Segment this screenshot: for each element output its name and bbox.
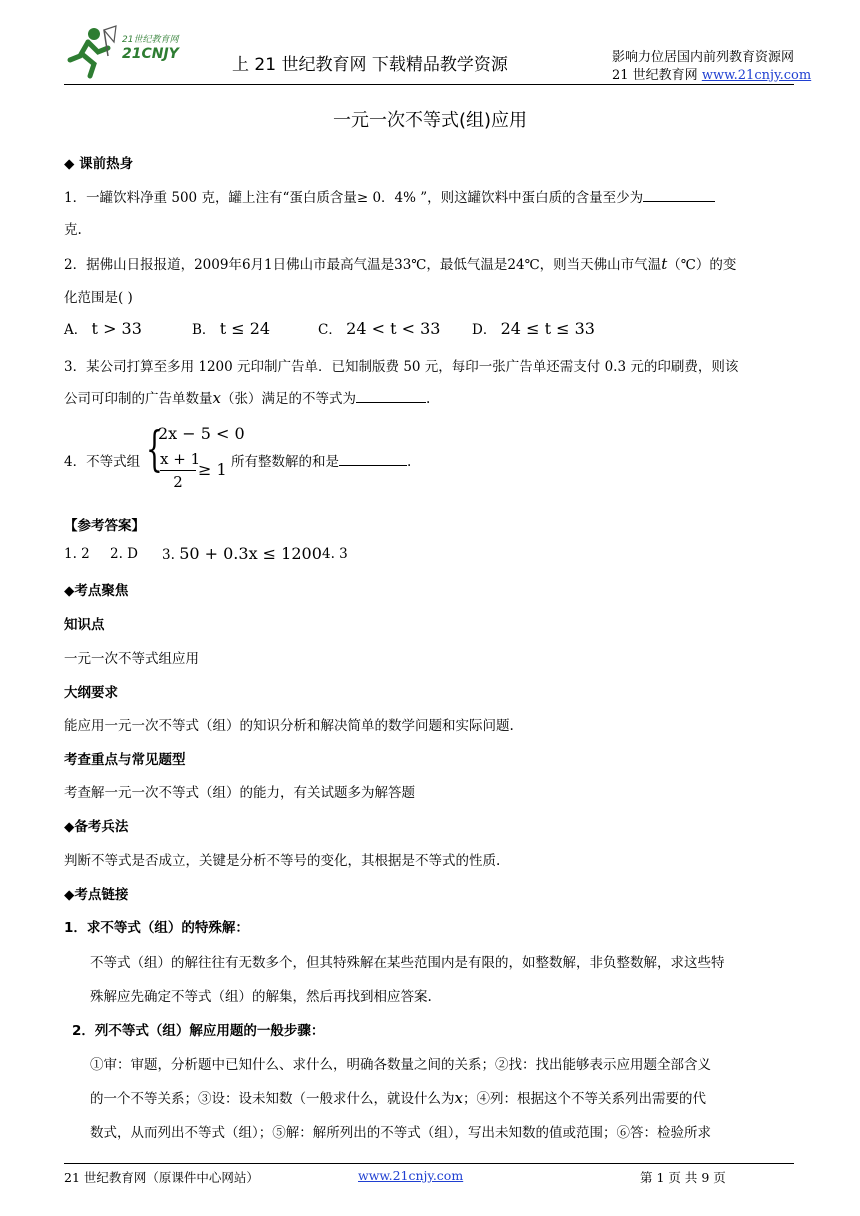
footer-link-wrap: [358, 1168, 463, 1183]
fraction-numerator: x + 1: [160, 450, 196, 471]
focus-heading: ◆考点聚焦: [64, 583, 129, 599]
knowledge-point-text: 一元一次不等式组应用: [64, 651, 199, 667]
answer-3-math: 50 + 0.3x ≤ 1200: [179, 544, 322, 563]
question-2-line-2: 化范围是( ): [64, 290, 133, 306]
steps-line-2: [90, 1087, 706, 1107]
steps-variable: x: [454, 1089, 463, 1107]
steps-heading: 2．列不等式（组）解应用题的一般步骤：: [72, 1023, 325, 1039]
site-logo: [64, 22, 204, 82]
question-3-blank: [356, 389, 426, 403]
question-3-line-1: 3．某公司打算至多用 1200 元印制广告单．已知制版费 50 元，每印一张广告单还需支付 0.3 元的印刷费，则该: [64, 359, 739, 375]
syllabus-heading: 大纲要求: [64, 685, 118, 701]
question-4-prefix: 4．不等式组: [64, 454, 141, 470]
question-4-text: 所有整数解的和是: [231, 454, 339, 470]
answer-4: 4. 3: [322, 546, 348, 562]
option-d-math: 24 ≤ t ≤ 33: [500, 319, 595, 338]
question-4-period: .: [407, 454, 412, 470]
system-brace: {: [146, 421, 163, 477]
question-3-variable: x: [212, 389, 221, 407]
question-1-text: 1．一罐饮料净重 500 克，罐上注有“蛋白质含量≥ 0．4% ”，则这罐饮料中蛋白质的含量至少为: [64, 190, 644, 206]
question-2-text-end: （℃）的变: [667, 257, 737, 273]
option-d-label: D．: [472, 322, 497, 338]
question-1-line-2: 克.: [64, 222, 82, 238]
question-2-option-c: [318, 318, 440, 338]
runner-logo-icon: [70, 26, 116, 76]
steps-line-3: 数式，从而列出不等式（组）；⑤解：解所列出的不等式（组），写出未知数的值或范围；⑥答：检验所求: [90, 1125, 711, 1141]
warmup-heading: ◆ 课前热身: [64, 156, 134, 172]
header-site-line: [612, 64, 811, 83]
logo-text-top: 21世纪教育网: [122, 35, 179, 45]
question-2-option-a: [64, 318, 142, 338]
steps-line-1: ①审：审题，分析题中已知什么、求什么，明确各数量之间的关系；②找：找出能够表示应用题全部含义: [90, 1057, 711, 1073]
footer-site-link[interactable]: www.21cnjy.com: [358, 1168, 464, 1183]
answers-heading: 【参考答案】: [64, 518, 145, 534]
header-tagline: 影响力位居国内前列教育资源网: [612, 50, 795, 65]
option-b-math: t ≤ 24: [219, 319, 271, 338]
question-3-text-end: （张）满足的不等式为: [220, 391, 356, 407]
header-site-link[interactable]: www.21cnjy.com: [701, 68, 812, 83]
steps-line-2-end: ；④列：根据这个不等关系列出需要的代: [462, 1091, 706, 1107]
links-heading: ◆考点链接: [64, 887, 129, 903]
question-3-period: .: [425, 391, 431, 407]
steps-line-2-text: 的一个不等关系；③设：设未知数（一般求什么，就设什么为: [90, 1091, 455, 1107]
footer-page-number: 第 1 页 共 9 页: [640, 1170, 726, 1185]
logo-text-bottom: 21CNJY: [122, 46, 179, 62]
question-4-relation: ≥ 1: [198, 460, 227, 479]
special-solution-line-1: 不等式（组）的解往往有无数多个，但其特殊解在某些范围内是有限的，如整数解，非负整数解，求这些特: [90, 955, 725, 971]
page-title: 一元一次不等式(组)应用: [332, 110, 528, 131]
special-solution-heading: 1．求不等式（组）的特殊解：: [64, 920, 249, 936]
question-4-suffix: [231, 450, 411, 470]
question-2-option-b: [192, 318, 270, 338]
question-2-line-1: [64, 253, 736, 273]
key-points-text: 考查解一元一次不等式（组）的能力，有关试题多为解答题: [64, 785, 415, 801]
option-a-label: A．: [64, 322, 88, 338]
header-slogan: 上 21 世纪教育网 下载精品教学资源: [232, 55, 508, 75]
method-heading: ◆备考兵法: [64, 819, 129, 835]
option-c-math: 24 < t < 33: [346, 319, 441, 338]
option-c-label: C．: [318, 322, 342, 338]
question-4-blank: [339, 452, 407, 466]
knowledge-point-heading: 知识点: [64, 617, 105, 633]
question-1-line-1: [64, 186, 715, 206]
footer-site-name: 21 世纪教育网（原课件中心网站）: [64, 1170, 259, 1185]
method-text: 判断不等式是否成立，关键是分析不等号的变化，其根据是不等式的性质.: [64, 853, 501, 869]
question-2-option-d: [472, 318, 595, 338]
answer-1: 1. 2: [64, 546, 90, 562]
footer-divider: [64, 1163, 794, 1164]
answer-3-label: 3.: [162, 547, 175, 563]
question-1-blank: [643, 188, 715, 202]
header-divider: [64, 84, 794, 85]
question-4-inequality-1: 2x − 5 < 0: [158, 424, 245, 443]
special-solution-line-2: 殊解应先确定不等式（组）的解集，然后再找到相应答案.: [90, 989, 432, 1005]
question-3-text: 公司可印制的广告单数量: [64, 391, 213, 407]
question-3-line-2: [64, 387, 430, 407]
option-a-math: t > 33: [91, 319, 142, 338]
header-site-name: 21 世纪教育网: [612, 68, 702, 83]
question-2-variable: t: [661, 255, 668, 273]
option-b-label: B．: [192, 322, 216, 338]
syllabus-text: 能应用一元一次不等式（组）的知识分析和解决简单的数学问题和实际问题.: [64, 718, 514, 734]
key-points-heading: 考查重点与常见题型: [64, 752, 186, 768]
question-2-text: 2．据佛山日报报道，2009年6月1日佛山市最高气温是33℃，最低气温是24℃，则当天佛山市气温: [64, 257, 662, 273]
fraction-denominator: 2: [173, 473, 183, 491]
answer-2: 2. D: [110, 546, 138, 562]
question-4-fraction: [160, 450, 201, 491]
answer-3: [162, 544, 322, 563]
